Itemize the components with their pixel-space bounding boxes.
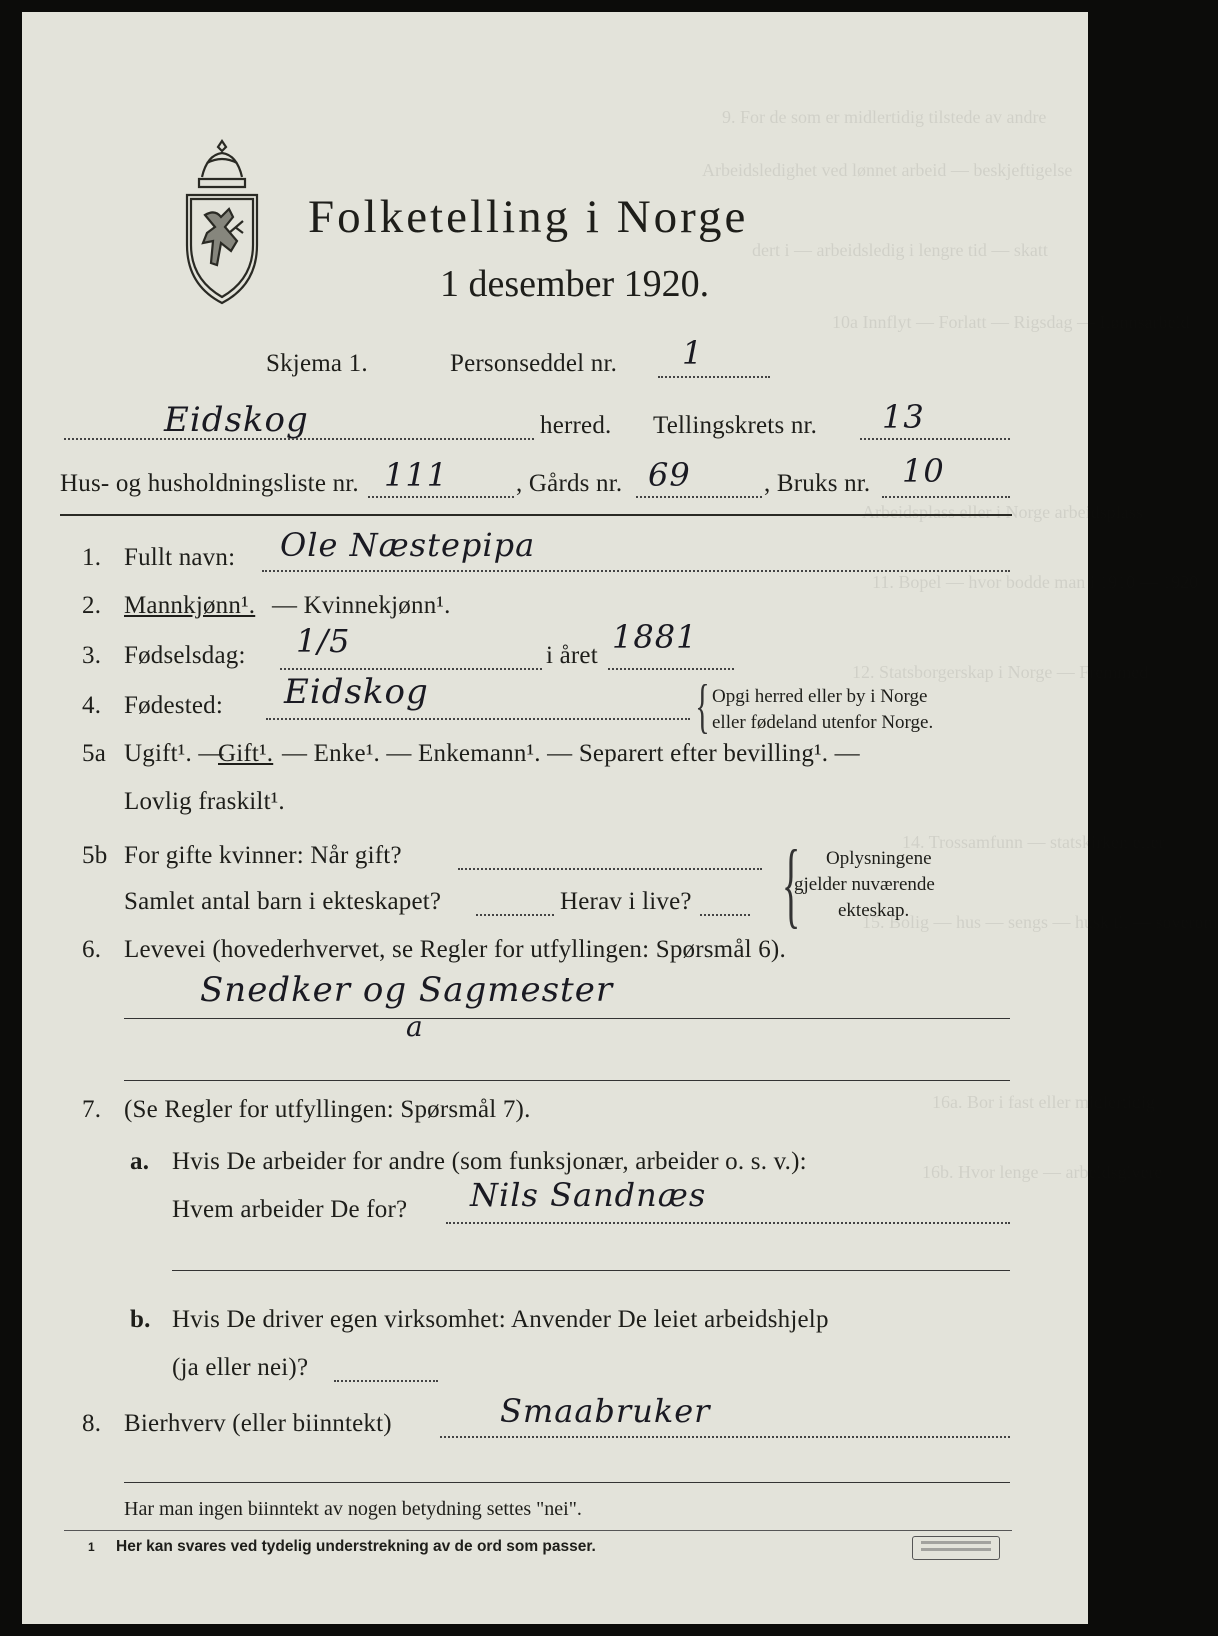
q3-number: 3. (82, 642, 102, 669)
year-label: i året (546, 642, 598, 669)
q8-number: 8. (82, 1410, 102, 1437)
personseddel-label: Personseddel nr. (450, 350, 618, 377)
q4-note-line1: Opgi herred eller by i Norge (712, 686, 928, 707)
footer-note: Har man ingen biinntekt av nogen betydning settes "nei". (124, 1498, 582, 1520)
q7-number: 7. (82, 1096, 102, 1123)
q5b-children-count: Samlet antal barn i ekteskapet? (124, 888, 442, 915)
male-option[interactable]: Mannkjønn¹. (124, 592, 256, 619)
personseddel-value[interactable]: 1 (682, 334, 704, 372)
employer-value[interactable]: Nils Sandnæs (470, 1176, 707, 1214)
norwegian-lion-shield-icon (177, 137, 267, 307)
birthdate-value[interactable]: 1/5 (296, 622, 351, 660)
q6-number: 6. (82, 936, 102, 963)
q3-label: Fødselsdag: (124, 642, 246, 669)
q4-brace: { (695, 673, 710, 739)
gards-value[interactable]: 69 (648, 456, 691, 494)
q2-number: 2. (82, 592, 102, 619)
married-option[interactable]: Gift¹. (218, 740, 274, 767)
q5b-note-line1: Oplysningene (826, 848, 932, 869)
form-title: Folketelling i Norge (308, 191, 749, 243)
full-name-value[interactable]: Ole Næstepipa (280, 526, 536, 564)
q5b-note-line2: gjelder nuværende (794, 874, 935, 895)
herred-label: herred. (540, 412, 612, 439)
tellingskrets-value[interactable]: 13 (882, 398, 925, 436)
husliste-label: Hus- og husholdningsliste nr. (60, 470, 359, 497)
q8-label: Bierhverv (eller biinntekt) (124, 1410, 392, 1437)
q7b-line1: Hvis De driver egen virksomhet: Anvender De leiet arbeidshjelp (172, 1306, 829, 1333)
q5b-note-line3: ekteskap. (838, 900, 910, 921)
q4-number: 4. (82, 692, 102, 719)
bruks-label: , Bruks nr. (764, 470, 871, 497)
tellingskrets-label: Tellingskrets nr. (653, 412, 818, 439)
footnote-text: Her kan svares ved tydelig understrekning av de ord som passer. (116, 1538, 596, 1555)
q4-note-line2: eller fødeland utenfor Norge. (712, 712, 934, 733)
unmarried-option[interactable]: Ugift¹. — (124, 740, 224, 767)
female-option[interactable]: — Kvinnekjønn¹. (272, 592, 451, 619)
q7b-letter: b. (130, 1306, 151, 1333)
q7-label: (Se Regler for utfyllingen: Spørsmål 7). (124, 1096, 531, 1123)
side-income-value[interactable]: Smaabruker (500, 1392, 711, 1430)
bruks-value[interactable]: 10 (902, 452, 945, 490)
schema-label: Skjema 1. (266, 350, 368, 377)
q5b-alive: Herav i live? (560, 888, 692, 915)
divorced-option[interactable]: Lovlig fraskilt¹. (124, 788, 285, 815)
occupation-value-2[interactable]: a (406, 1010, 424, 1043)
gards-label: , Gårds nr. (516, 470, 623, 497)
q6-label: Levevei (hovederhvervet, se Regler for utfyllingen: Spørsmål 6). (124, 936, 786, 963)
birthplace-value[interactable]: Eidskog (284, 672, 429, 712)
husliste-value[interactable]: 111 (384, 456, 449, 494)
footnote-number: 1 (88, 1540, 95, 1554)
q5b-brace: { (781, 830, 801, 937)
q7a-letter: a. (130, 1148, 150, 1175)
q7a-line1: Hvis De arbeider for andre (som funksjonær, arbeider o. s. v.): (172, 1148, 807, 1175)
q5b-married-when: For gifte kvinner: Når gift? (124, 842, 402, 869)
q7b-line2: (ja eller nei)? (172, 1354, 309, 1381)
q4-label: Fødested: (124, 692, 224, 719)
printer-stamp (912, 1536, 1000, 1560)
q1-label: Fullt navn: (124, 544, 236, 571)
q7a-line2: Hvem arbeider De for? (172, 1196, 408, 1223)
herred-value[interactable]: Eidskog (164, 400, 309, 440)
other-marital-options[interactable]: — Enke¹. — Enkemann¹. — Separert efter bevilling¹. — (282, 740, 860, 767)
q5a-number: 5a (82, 740, 106, 767)
q5b-number: 5b (82, 842, 108, 869)
occupation-value[interactable]: Snedker og Sagmester (200, 970, 614, 1010)
form-subtitle: 1 desember 1920. (440, 263, 710, 305)
q1-number: 1. (82, 544, 102, 571)
birthyear-value[interactable]: 1881 (612, 618, 698, 656)
census-form: 9. For de som er midlertidig tilstede av andre Arbeidsledighet ved lønnet arbeid — beskjeftigelse dert i — arbeidsledig i lengre tid — skatt 10a Innflyt — Forlatt — Rigsdag — Lønnsarbeid Arbeidsplass eller i Norge arbeidsplass 11. Bopel — hvor bodde man i 1910 — 1920 12. Statsborgerskap i Norge — Fremmed 14. Trossamfunn — statskirken eller 15. Bolig — hus — sengs — husk til — soverom 16a. Bor i fast eller midlertidig 16b. Hvor lenge — arbeidsgivere Folketelling i Norge 1 desember 1920. Skjema 1. Personseddel nr. 1 Eidskog herred. Tellingskrets nr. 13 Hus- og husholdningsliste nr. 111 , Gårds nr. 69 , Bruks nr. 10 1. Fullt navn: Ole Næstepipa 2. Mannkjønn¹. — Kvinnekjønn¹. 3. Fødselsdag: 1/5 i året 1881 4. Fødested: Eidskog { Opgi herred eller by i Norge eller fødeland utenfor Norge. 5a Ugift¹. — Gift¹. — Enke¹. — Enkemann¹. — Separert efter bevilling¹. — Lovlig fraskilt¹. 5b For gifte kvinner: Når gift? Samlet antal barn i ekteskapet? Herav i live? { Oplysningene gjelder nuværende ekteskap. 6. Levevei (hovederhvervet, se Regler for utfyllingen: Spørsmål 6). Snedker og Sagmester a 7. (Se Regler for utfyllingen: Spørsmål 7). a. Hvis De arbeider for andre (som funksjonær, arbeider o. s. v.): Hvem arbeider De for? Nils Sandnæs b. Hvis De driver egen virksomhet: Anvender De leiet arbeidshjelp (ja eller nei)? 8. Bierhverv (eller biinntekt) Smaabruker Har man ingen biinntekt av nogen betydning settes "nei". 1 Her kan svares ved tydelig understrekning av de ord som passer. (22, 12, 1088, 1624)
